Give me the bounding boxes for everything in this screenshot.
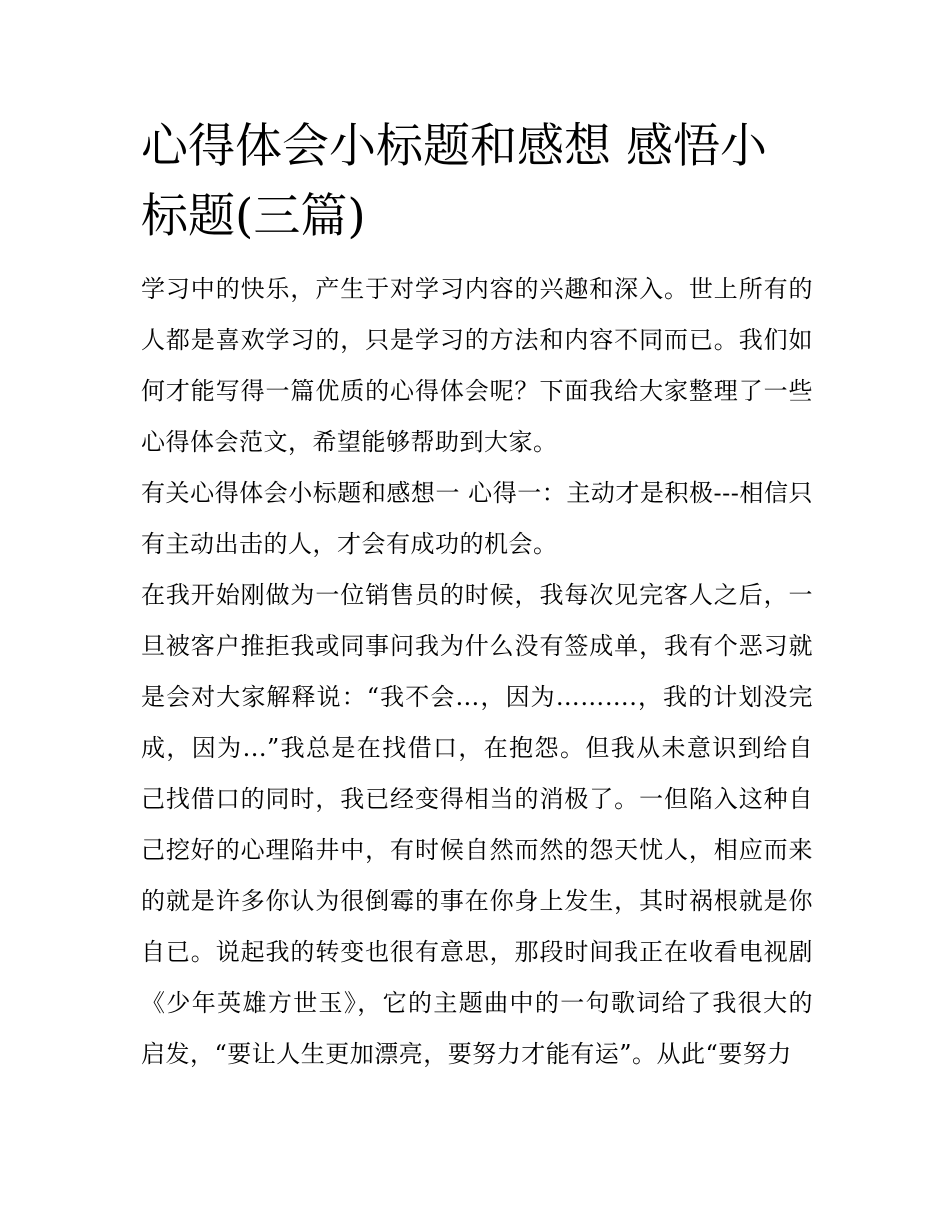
document-title: 心得体会小标题和感想 感悟小标题(三篇): [141, 119, 767, 244]
paragraph-intro: 学习中的快乐，产生于对学习内容的兴趣和深入。世上所有的人都是喜欢学习的，只是学习的方法和内容不同而已。我们如何才能写得一篇优质的心得体会呢？下面我给大家整理了一些心得体会范文，希望能够帮助到大家。: [141, 275, 813, 456]
paragraph-story: 在我开始刚做为一位销售员的时候，我每次见完客人之后，一旦被客户推拒我或同事问我为什么没有签成单，我有个恶习就是会对大家解释说：“我不会…，因为……….，我的计划没完成，因为...”我总是在找借口，在抱怨。但我从未意识到给自己找借口的同时，我已经变得相当的消极了。一但陷入这种自己挖好的心理陷井中，有时候自然而然的怨天忧人，相应而来的就是许多你认为很倒霉的事在你身上发生，其时祸根就是你自已。说起我的转变也很有意思，那段时间我正在收看电视剧《少年英雄方世玉》，它的主题曲中的一句歌词给了我很大的启发，“要让人生更加漂亮，要努力才能有运”。从此“要努力: [141, 581, 813, 1068]
paragraph-heading-one: 有关心得体会小标题和感想一 心得一：主动才是积极---相信只有主动出击的人，才会有成功的机会。: [141, 479, 813, 558]
document-body: [141, 112, 813, 1080]
